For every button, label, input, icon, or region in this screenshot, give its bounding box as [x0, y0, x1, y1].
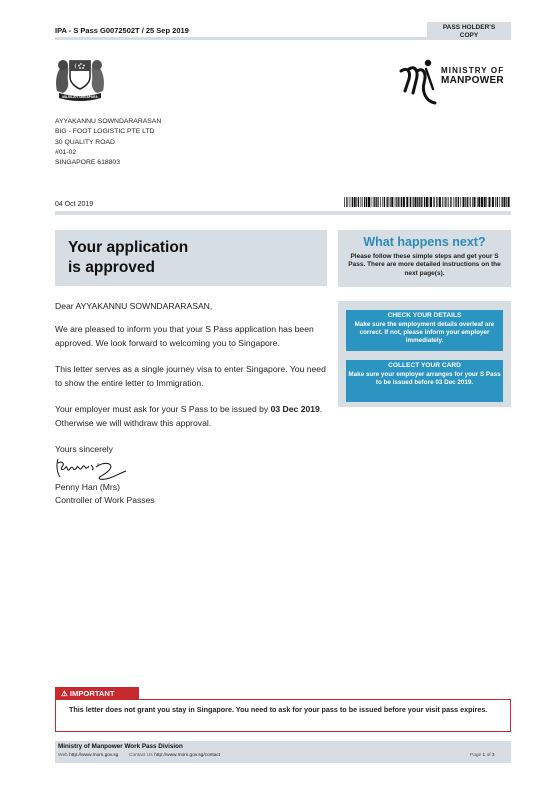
step-title: COLLECT YOUR CARD [388, 362, 461, 369]
barcode-bar [356, 197, 357, 207]
barcode-bar [439, 197, 441, 207]
barcode-bar [398, 197, 399, 207]
ministry-name-line1: MINISTRY OF [441, 66, 505, 75]
barcode-bar [415, 197, 417, 207]
paragraph-visa: This letter serves as a single journey visa to enter Singapore. You need to show the entire letter to Immigration. [55, 364, 326, 388]
barcode-bar [426, 197, 428, 207]
barcode-bar [497, 197, 498, 207]
barcode-bar [419, 197, 420, 207]
barcode-bar [454, 197, 455, 207]
crest-motto: MAJULAH SINGAPURA [62, 95, 98, 100]
step-title: CHECK YOUR DETAILS [387, 312, 462, 319]
barcode-bar [502, 197, 503, 207]
barcode-bar [465, 197, 466, 207]
barcode-bar [344, 197, 345, 207]
barcode-bar [458, 197, 459, 207]
barcode-bar [433, 197, 434, 207]
barcode-bar [451, 197, 452, 207]
approved-title-line2: is approved [68, 259, 155, 276]
deadline-text-after: . Otherwise we will withdraw this approval. [55, 404, 323, 428]
footer-web-label: Web [58, 753, 68, 758]
warning-icon: ⚠ [61, 689, 70, 698]
barcode-bar [376, 197, 377, 207]
signer-name: Penny Han (Mrs) [55, 482, 120, 492]
step-body: Make sure your employer arranges for your S Pass to be issued before 03 Dec 2019. [348, 371, 501, 387]
barcode-bar [384, 197, 385, 207]
barcode-bar [348, 197, 349, 207]
barcode-bar [477, 197, 478, 207]
copy-badge [427, 22, 511, 40]
approved-title-line1: Your application [68, 239, 189, 256]
letter-date: 04 Oct 2019 [55, 201, 94, 208]
barcode-bar [484, 197, 486, 207]
barcode-bar [463, 197, 465, 207]
deadline-text-before: Your employer must ask for your S Pass to be issued by [55, 404, 271, 414]
singapore-crest-icon [53, 53, 107, 101]
page-total: 3 [491, 753, 495, 758]
ministry-name-line2: MANPOWER [441, 75, 504, 86]
step-check-details [346, 310, 503, 351]
approved-title [68, 238, 188, 278]
reference-line: IPA - S Pass G0072502T / 25 Sep 2019 [55, 26, 189, 35]
barcode-bar [406, 197, 408, 207]
barcode-bar [486, 197, 487, 207]
barcode-bar [395, 197, 396, 207]
page-prefix: Page [470, 753, 482, 758]
barcode-bar [403, 197, 405, 207]
barcode-bar [354, 197, 356, 207]
barcode-bar [436, 197, 437, 207]
date-rule [55, 211, 511, 215]
address-city: SINGAPORE 618803 [55, 159, 120, 167]
address-street: 30 QUALITY ROAD [55, 138, 115, 146]
barcode-bar [350, 197, 351, 207]
barcode-bar [389, 197, 390, 207]
barcode-bar [368, 197, 370, 207]
barcode-bar [387, 197, 388, 207]
barcode-bar [362, 197, 363, 207]
barcode-bar [470, 197, 471, 207]
barcode-bar [364, 197, 365, 207]
barcode-bar [455, 197, 456, 207]
page-of: of [486, 753, 491, 758]
barcode-bar [447, 197, 448, 207]
barcode-bar [346, 197, 347, 207]
barcode-bar [481, 197, 483, 207]
barcode-bar [412, 197, 413, 207]
important-label-text: IMPORTANT [69, 689, 115, 698]
barcode-bar [430, 197, 432, 207]
barcode-bar [469, 197, 470, 207]
barcode-bar [382, 197, 383, 207]
signer-title: Controller of Work Passes [55, 495, 155, 505]
barcode-bar [378, 197, 379, 207]
step-body: Make sure the employment details overleaf are correct. If not, please inform your employer immediately. [354, 321, 495, 345]
address-block [55, 117, 161, 168]
barcode-bar [495, 197, 496, 207]
barcode-bar [410, 197, 411, 207]
paragraph-deadline [55, 403, 330, 430]
step-collect-card [346, 360, 503, 402]
barcode-bar [417, 197, 418, 207]
salutation: Dear AYYAKANNU SOWNDARARASAN, [55, 301, 213, 311]
copy-badge-line1: PASS HOLDER'S [442, 24, 496, 31]
barcode-bar [467, 197, 468, 207]
barcode-bar [474, 197, 476, 207]
barcode-bar [506, 197, 507, 207]
recipient-name: AYYAKANNU SOWNDARARASAN [55, 118, 162, 125]
barcode-bar [442, 197, 443, 207]
barcode-bar [374, 197, 375, 207]
barcode-bar [390, 197, 391, 207]
page-current: 1 [482, 753, 486, 758]
barcode-bar [489, 197, 491, 207]
barcode-bar [504, 197, 506, 207]
barcode-bar [499, 197, 500, 207]
signature-icon [52, 455, 132, 483]
barcode-bar [450, 197, 451, 207]
next-steps-description: Please follow these simple steps and get your S Pass. There are more detailed instructions on the next page(s). [348, 253, 501, 277]
paragraph-approval: We are pleased to inform you that your S Pass application has been approved. We look forward to welcoming you to Singapore. [55, 324, 314, 348]
footer-title: Ministry of Manpower Work Pass Division [58, 743, 183, 750]
barcode-bar [444, 197, 445, 207]
barcode-bar [352, 197, 353, 207]
barcode-bar [438, 197, 439, 207]
copy-badge-line2: COPY [459, 31, 479, 39]
barcode-bar [391, 197, 393, 207]
footer-web-link[interactable]: http://www.mom.gov.sg [69, 753, 119, 758]
barcode-bar [413, 197, 414, 207]
barcode-bar [429, 197, 430, 207]
barcode-bar [508, 197, 510, 207]
barcode-bar [478, 197, 480, 207]
barcode-bar [396, 197, 397, 207]
barcode-bar [371, 197, 372, 207]
recipient-company: BIG - FOOT LOGISTIC PTE LTD [55, 128, 155, 136]
barcode-bar [492, 197, 494, 207]
closing: Yours sincerely [55, 444, 113, 454]
footer-links [58, 753, 220, 758]
barcode-bar [380, 197, 381, 207]
barcode-bar [445, 197, 446, 207]
barcode-bar [401, 197, 402, 207]
barcode-bar [366, 197, 367, 207]
footer-contact-link[interactable]: http://www.mom.gov.sg/contact [154, 753, 221, 758]
barcode-bar [400, 197, 401, 207]
barcode-bar [448, 197, 449, 207]
barcode [344, 197, 511, 207]
barcode-bar [424, 197, 425, 207]
footer-contact-label: Contact Us [129, 753, 153, 758]
page-number [470, 753, 495, 758]
barcode-bar [358, 197, 359, 207]
barcode-bar [456, 197, 457, 207]
barcode-bar [373, 197, 374, 207]
barcode-bar [361, 197, 362, 207]
important-text: This letter does not grant you stay in Singapore. You need to ask for your pass to be issued before your visit pass expires. [69, 705, 488, 714]
next-steps-title: What happens next? [363, 235, 486, 249]
barcode-bar [460, 197, 461, 207]
barcode-bar [421, 197, 422, 207]
deadline-date: 03 Dec 2019 [270, 404, 320, 414]
address-unit: #01-02 [55, 148, 77, 156]
barcode-bar [472, 197, 473, 207]
